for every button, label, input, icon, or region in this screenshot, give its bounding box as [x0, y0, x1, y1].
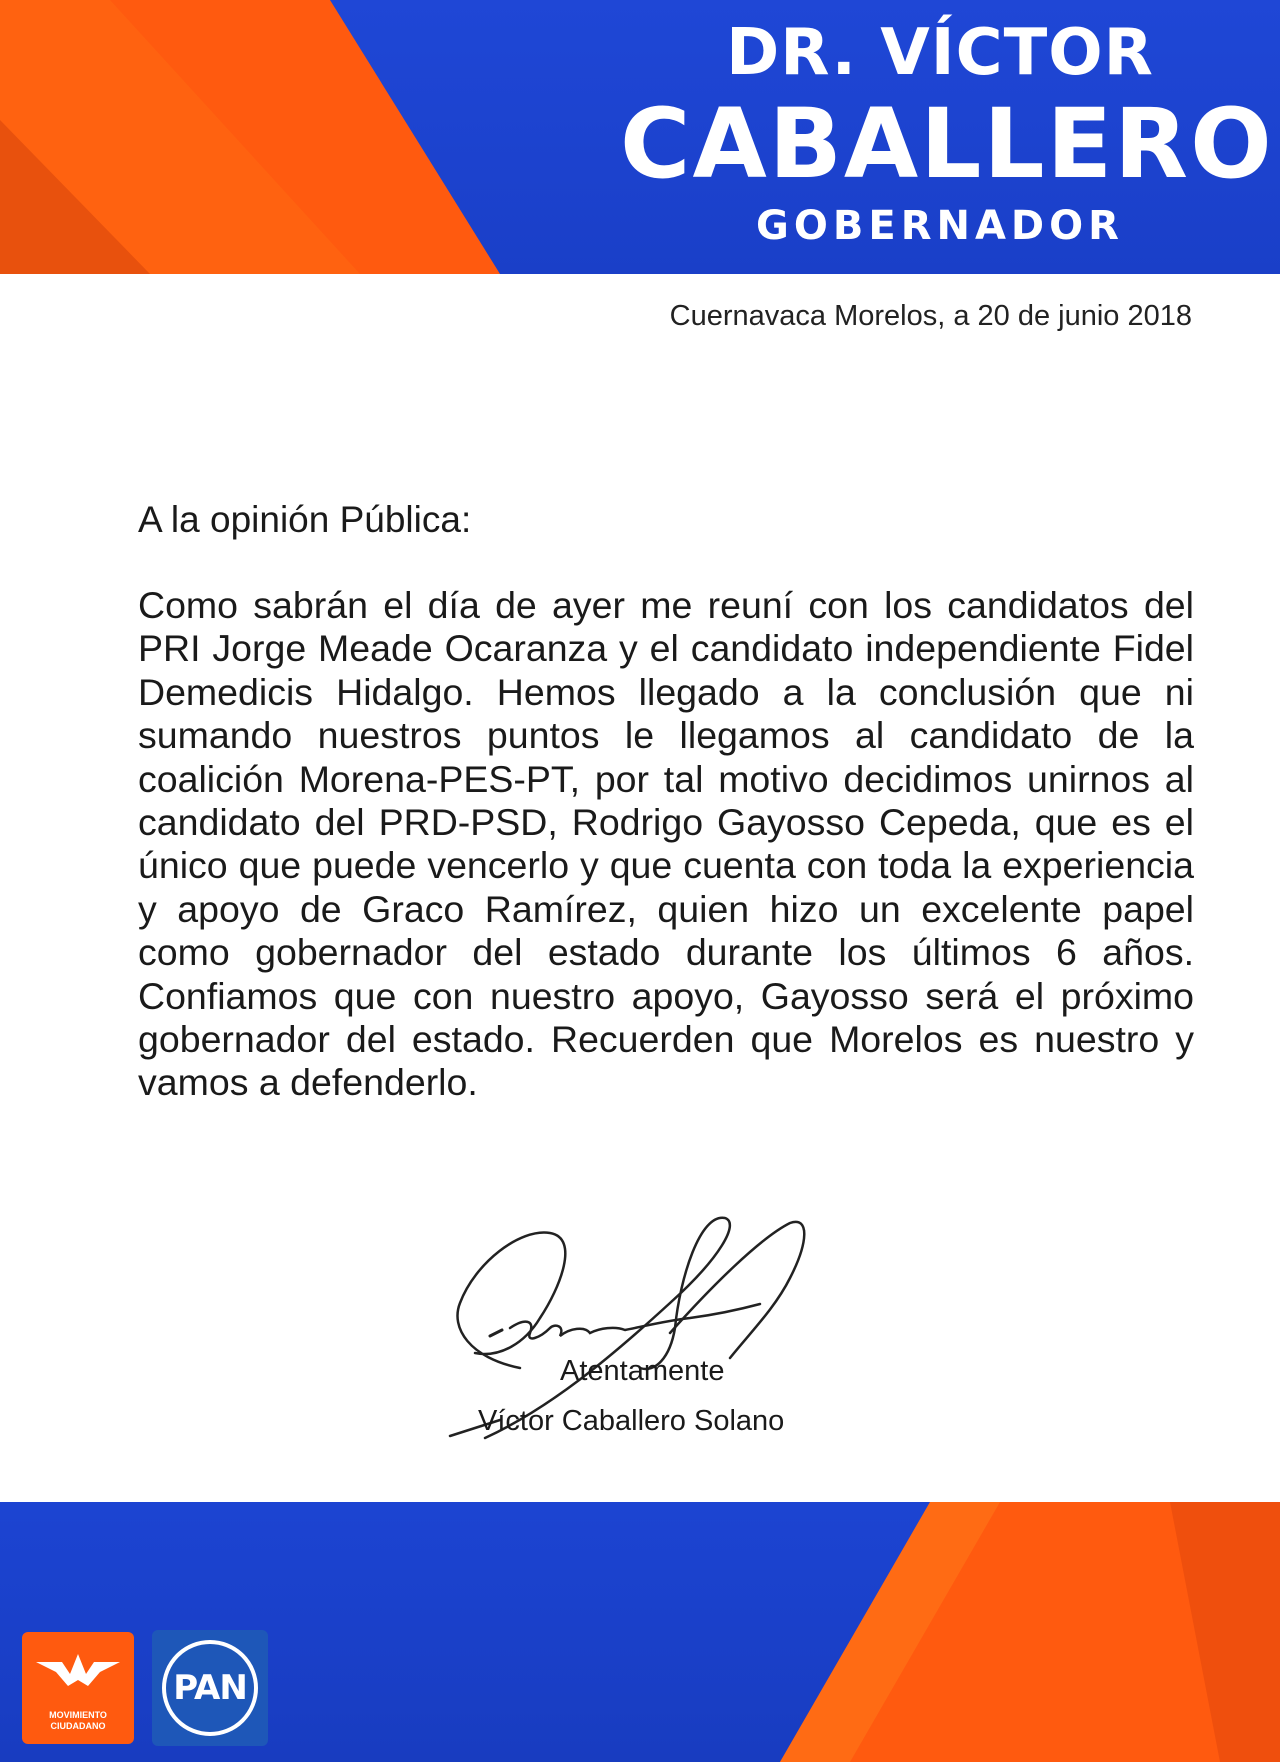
- candidate-headline: [620, 14, 1274, 252]
- signer-name: Víctor Caballero Solano: [478, 1405, 785, 1437]
- movimiento-ciudadano-label: MOVIMIENTO CIUDADANO: [49, 1710, 107, 1731]
- footer-banner: [0, 1502, 1280, 1762]
- pan-emblem: [162, 1640, 258, 1736]
- eagle-icon: [22, 1632, 134, 1702]
- movimiento-ciudadano-logo: [22, 1632, 134, 1744]
- header-banner: [0, 0, 1280, 274]
- letter-body: Como sabrán el día de ayer me reuní con los candidatos del PRI Jorge Meade Ocaranza y el candidato independiente Fidel Demedicis Hidalgo. Hemos llegado a la conclusión que ni sumando nuestros puntos le llegamos al candidato de la coalición Morena-PES-PT, por tal motivo decidimos unirnos al candidato del PRD-PSD, Rodrigo Gayosso Cepeda, que es el único que puede vencerlo y que cuenta con toda la experiencia y apoyo de Graco Ramírez, quien hizo un excelente papel como gobernador del estado durante los últimos 6 años. Confiamos que con nuestro apoyo, Gayosso será el próximo gobernador del estado. Recuerden que Morelos es nuestro y vamos a defenderlo.: [138, 584, 1194, 1104]
- letter-salutation: A la opinión Pública:: [138, 499, 472, 540]
- pan-logo: [152, 1630, 268, 1746]
- letter-date: Cuernavaca Morelos, a 20 de junio 2018: [669, 300, 1192, 332]
- headline-position: GOBERNADOR: [756, 203, 1124, 249]
- pan-logo-text: PAN: [173, 1668, 247, 1708]
- headline-name: CABALLERO: [620, 88, 1274, 200]
- headline-title: DR. VÍCTOR: [726, 16, 1154, 90]
- letter-closing: Atentamente: [560, 1355, 725, 1387]
